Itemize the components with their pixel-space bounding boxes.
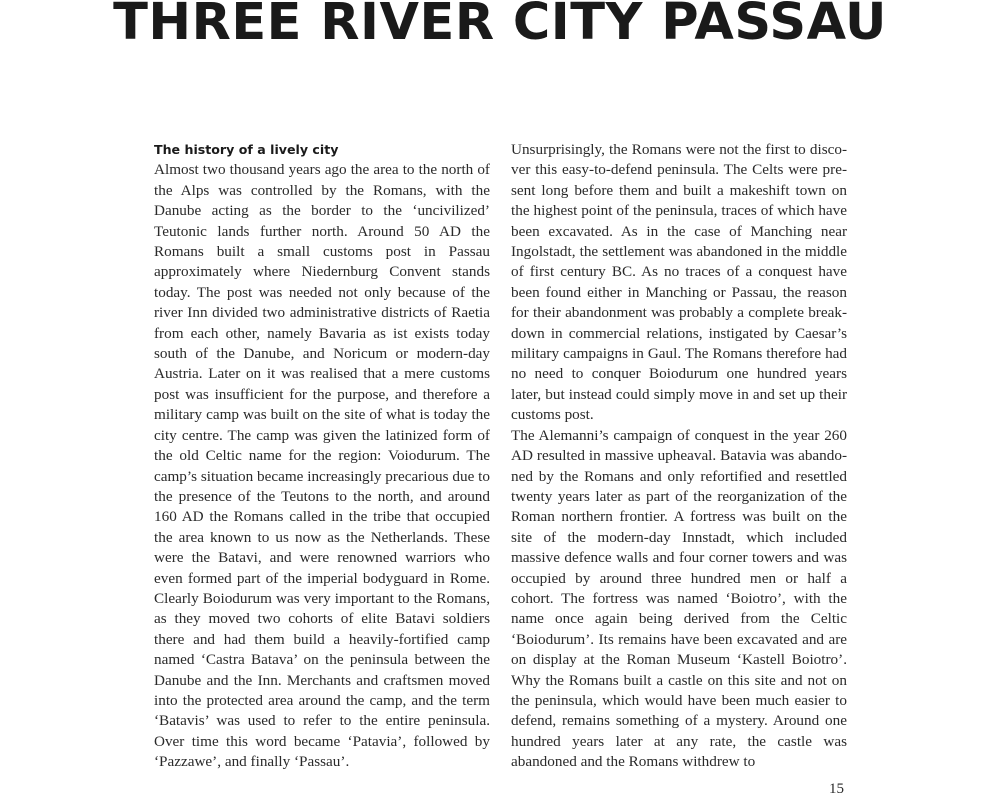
right-text-column xyxy=(511,140,847,773)
body-paragraph: Almost two thousand years ago the area to the north of the Alps was controlled by the Romans, with the Danube acting as the border to the ‘uncivilized’ Teutonic lands further north. Around 50 AD the Romans built a small customs post in Passau approximately where Niedernburg Convent stands today. The post was needed not only because of the river Inn divided two administrative districts of Raetia from each other, namely Bavaria as ist exists today south of the Danube, and Noricum or modern-day Austria. Later on it was realised that a mere customs post was insufficient for the purpose, and therefore a military camp was built on the site of what is today the city centre. The camp was given the latinized form of the old Celtic name for the region: Voiodurum. The camp’s situation became increasingly precarious due to the presence of the Teutons to the north, and around 160 AD the Romans called in the tribe that occupied the area known to us now as the Netherlands. These were the Batavi, and were renowned warriors who even formed part of the imperial bodyguard in Rome. Clearly Boiodurum was very important to the Romans, as they moved two cohorts of elite Batavi soldiers there and had them build a heavily-fortified camp named ‘Castra Batava’ on the peninsula between the Danube and the Inn. Merchants and craftsmen moved into the protected area around the camp, and the term ‘Batavis’ was used to refer to the entire peninsula. Over time this word became ‘Patavia’, followed by ‘Pazzawe’, and finally ‘Passau’. xyxy=(154,161,490,771)
section-heading: The history of a lively city xyxy=(154,142,339,157)
page-title: THREE RIVER CITY PASSAU xyxy=(113,0,887,52)
left-text-column xyxy=(154,140,490,773)
body-paragraph: The Alemanni’s campaign of conquest in the year 260 AD resulted in massive upheaval. Batavia was abandoned by the Romans and only refortified and resettled twenty years later as part of the reorganization of the Roman northern frontier. A fortress was built on the site of the modern-day Innstadt, which included massive defence walls and four corner towers and was occupied by around three hundred men or half a cohort. The fortress was named ‘Boiotro’, with the name once again being derived from the Celtic ‘Boiodurum’. Its remains have been excavated and are on display at the Roman Museum ‘Kastell Boiotro’. Why the Romans built a castle on this site and not on the peninsula, which would have been much easier to defend, remains something of a mystery. Around one hundred years later at any rate, the castle was abandoned and the Romans withdrew to xyxy=(511,426,847,771)
body-paragraph: Unsurprisingly, the Romans were not the first to discover this easy-to-defend peninsula. The Celts were present long before them and built a makeshift town on the highest point of the peninsula, traces of which have been excavated. As in the case of Manching near Ingolstadt, the settlement was abandoned in the middle of first century BC. As no traces of a conquest have been found either in Manching or Passau, the reason for their abandonment was probably a complete breakdown in commercial relations, instigated by Caesar’s military campaigns in Gaul. The Romans therefore had no need to conquer Boiodurum one hundred years later, but instead could simply move in and set up their customs post. xyxy=(511,141,847,424)
page-number: 15 xyxy=(829,781,844,797)
